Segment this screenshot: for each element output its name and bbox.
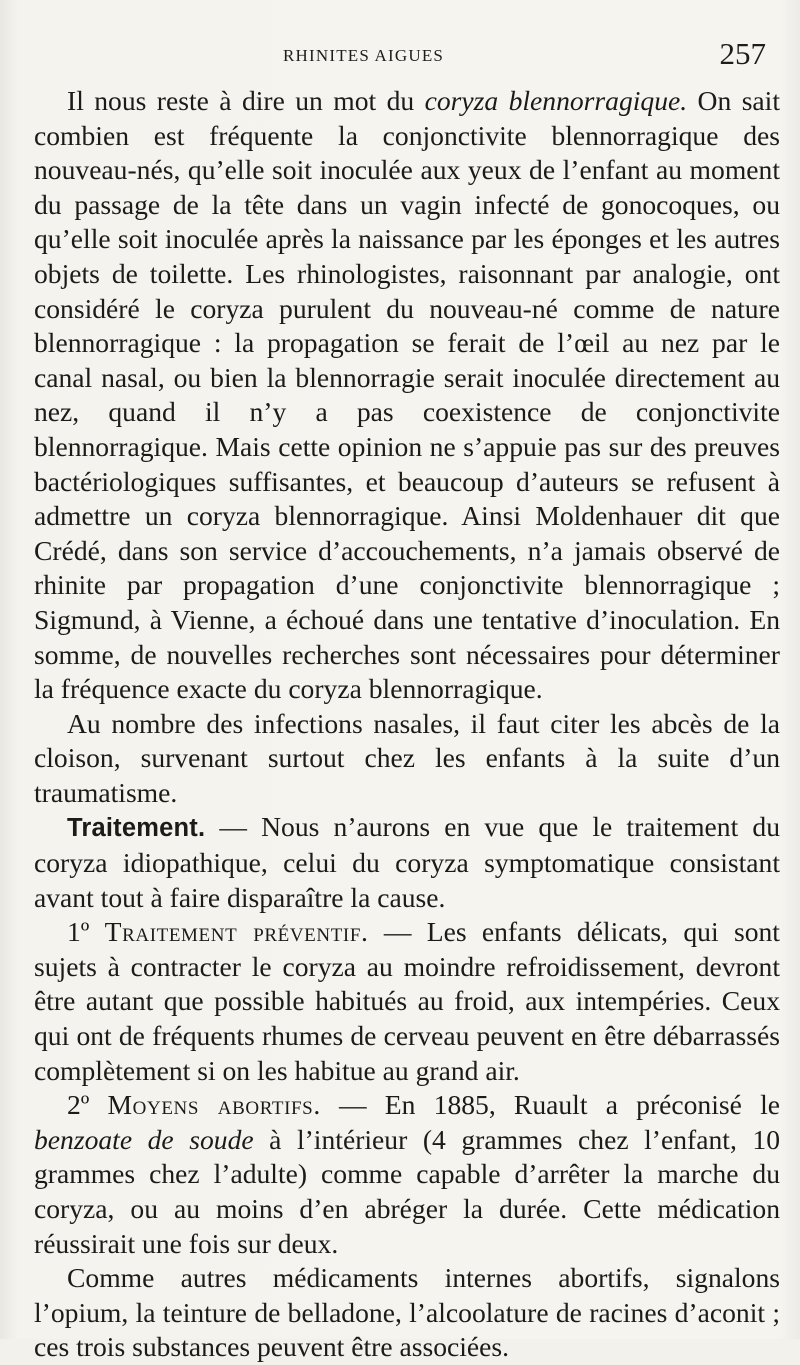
subsection-label: Traitement préventif.	[104, 916, 369, 948]
subsection-label: Moyens abortifs.	[107, 1089, 321, 1121]
paragraph-text: Il nous reste à dire un mot du	[67, 85, 425, 116]
paragraph-text: — En 1885, Ruault a préconisé le	[320, 1089, 780, 1121]
paragraph-text: — Nous n’aurons en vue que le traitement du coryza idiopathique, celui du coryza symptomatique consistant avant tout à faire disparaître la cause.	[34, 811, 780, 913]
page-number: 257	[719, 36, 766, 71]
section-heading-traitement: Traitement.	[67, 814, 206, 843]
paragraph-traitement-preventif	[34, 915, 780, 1088]
body-text	[34, 84, 780, 1365]
paragraph-infections-nasales: Au nombre des infections nasales, il faut citer les abcès de la cloison, survenant surtout chez les enfants à la suite d’un traumatisme.	[34, 707, 780, 808]
paragraph-moyens-abortifs	[34, 1088, 780, 1261]
paragraph-text: à l’intérieur (4 grammes chez l’enfant, 10 grammes chez l’adulte) comme capable d’arrêter la marche du coryza, ou au moins d’en abréger la durée. Cette médication réussirait une fois sur deux.	[34, 1123, 780, 1259]
paragraph-text: — Les enfants délicats, qui sont sujets à contracter le coryza au moindre refroidissement, devront être autant que possible habitués au froid, aux intempéries. Ceux qui ont de fréquents rhumes de cerveau peuvent en être débarrassés complètement si on les habitue au grand air.	[34, 916, 780, 1086]
item-number: 2º	[67, 1089, 108, 1121]
paragraph-coryza-blennorragique	[34, 84, 780, 707]
paragraph-medicaments-abortifs: Comme autres médicaments internes abortifs, signalons l’opium, la teinture de belladone, l’alcoolature de racines d’aconit ; ces trois substances peuvent être associées.	[34, 1262, 780, 1363]
running-head	[0, 36, 800, 76]
paragraph-text: On sait combien est fréquente la conjonctivite blennorragique des nouveau-nés, qu’elle soit inoculée aux yeux de l’enfant au moment du passage de la tête dans un vagin infecté de gonocoques, ou qu’elle soit inoculée après la naissance par les éponges et les autres objets de toilette. Les rhinologistes, raisonnant par analogie, ont considéré le coryza purulent du nouveau-né comme de nature blennorragique : la propagation se ferait de l’œil au nez par le canal nasal, ou bien la blennorragie serait inoculée directement au nez, quand il n’y a pas coexistence de conjonctivite blennorragique. Mais cette opinion ne s’appuie pas sur des preuves bactériologiques suffisantes, et beaucoup d’auteurs se refusent à admettre un coryza blennorragique. Ainsi Moldenhauer dit que Crédé, dans son service d’accouchements, n’a jamais observé de rhinite par propagation d’une conjonctivite blennorragique ; Sigmund, à Vienne, a échoué dans une tentative d’inoculation. En somme, de nouvelles recherches sont nécessaires pour déterminer la fréquence exacte du coryza blennorragique.	[34, 85, 781, 705]
item-number: 1º	[67, 916, 105, 948]
italic-term: benzoate de soude	[34, 1123, 254, 1155]
italic-term: coryza blennorragique.	[424, 85, 688, 116]
running-head-title: RHINITES AIGUES	[283, 46, 445, 65]
paragraph-traitement	[34, 810, 780, 915]
